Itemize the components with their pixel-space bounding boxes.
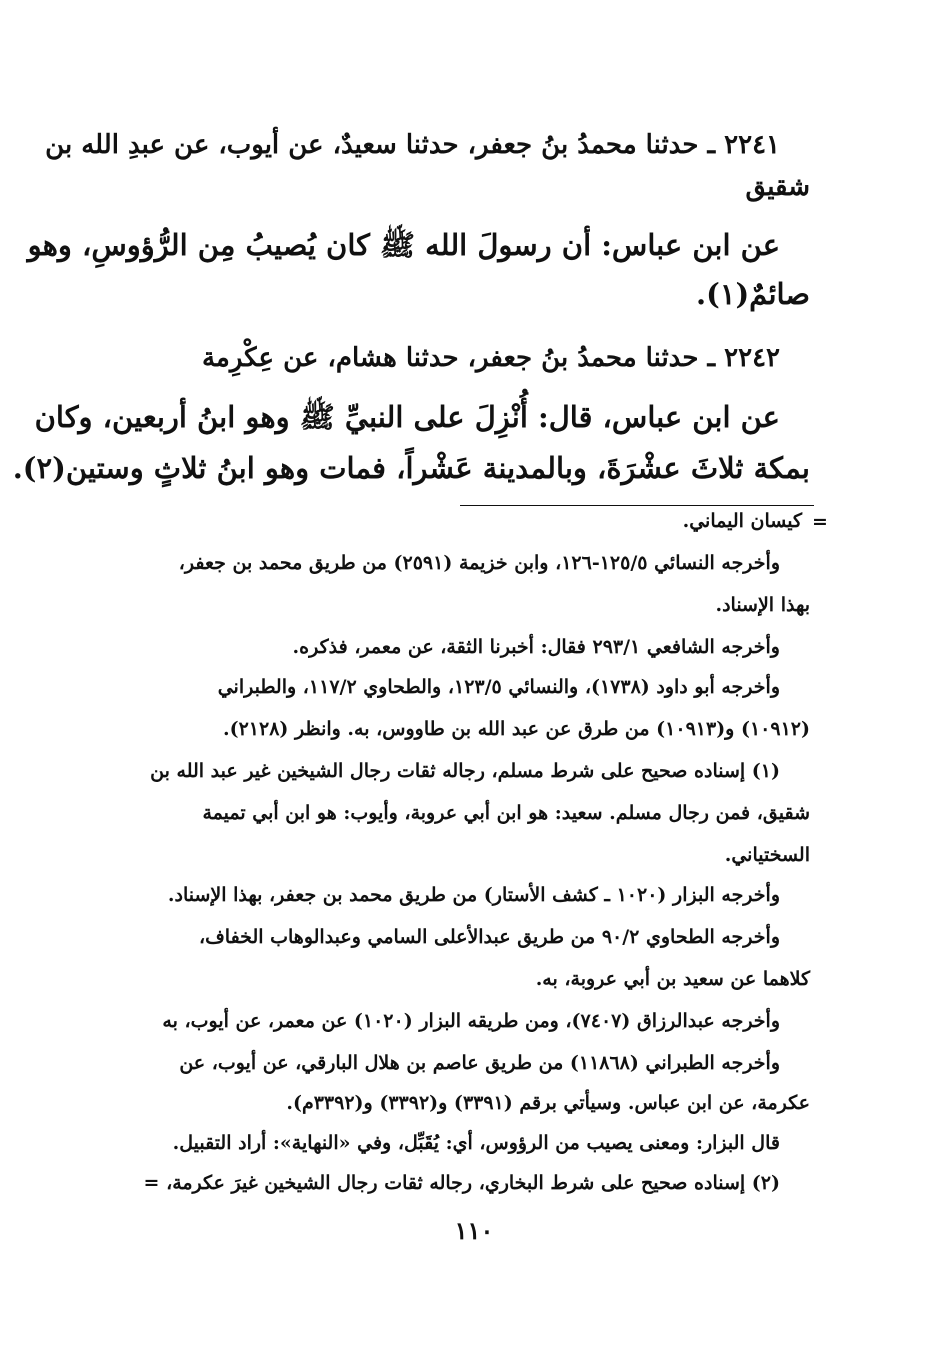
footnote-line: شقيق، فمن رجال مسلم. سعيد: هو ابن أبي عروبة، وأيوب: هو ابن أبي تميمة	[202, 802, 810, 824]
hadith-2242-text-line-2: بمكة ثلاثَ عشْرَةَ، وبالمدينة عَشْراً، فمات وهو ابنُ ثلاثٍ وستين(٢).	[12, 451, 810, 485]
footnote-line: وأخرجه الطحاوي ٩٠/٢ من طريق عبدالأعلى السامي وعبدالوهاب الخفاف،	[198, 926, 780, 948]
footnote-line: وأخرجه النسائي ١٢٥/٥-١٢٦، وابن خزيمة (٢٥٩١) من طريق محمد بن جعفر،	[178, 552, 780, 574]
footnote-line: (٢) إسناده صحيح على شرط البخاري، رجاله ثقات رجال الشيخين غيرَ عكرمة، =	[143, 1172, 780, 1194]
page-number: ١١٠	[454, 1216, 494, 1245]
hadith-2241-chain-line-2: شقيق	[745, 172, 810, 202]
footnote-line: كيسان اليماني.	[682, 510, 802, 532]
footnote-line: (١٠٩١٢) و(١٠٩١٣) من طرق عن عبد الله بن طاووس، به. وانظر (٢١٢٨).	[222, 718, 810, 740]
footnote-line: كلاهما عن سعيد بن أبي عروبة، به.	[535, 968, 810, 990]
hadith-2241-text-line-2: صائمٌ(١).	[696, 277, 810, 311]
hadith-2241-chain-line-1: ٢٢٤١ ـ حدثنا محمدُ بنُ جعفر، حدثنا سعيدٌ، عن أيوب، عن عبدِ الله بن	[45, 130, 780, 160]
hadith-2241-text-line-1: عن ابن عباس: أن رسولَ الله ﷺ كان يُصيبُ مِن الرُّؤوسِ، وهو	[27, 228, 780, 262]
footnote-line: السختياني.	[724, 844, 810, 866]
footnote-line: وأخرجه الشافعي ٢٩٣/١ فقال: أخبرنا الثقة، عن معمر، فذكره.	[292, 636, 780, 658]
footnote-line: بهذا الإسناد.	[715, 594, 810, 616]
footnote-continuation-mark: =	[812, 511, 828, 533]
hadith-2242-text-line-1: عن ابن عباس، قال: أُنْزِلَ على النبيِّ ﷺ وهو ابنُ أربعين، وكان	[34, 400, 780, 434]
footnote-line: (١) إسناده صحيح على شرط مسلم، رجاله ثقات رجال الشيخين غير عبد الله بن	[150, 760, 780, 782]
footnote-line: وأخرجه أبو داود (١٧٣٨)، والنسائي ١٢٣/٥، والطحاوي ١١٧/٢، والطبراني	[217, 676, 780, 698]
footnote-line: وأخرجه الطبراني (١١٨٦٨) من طريق عاصم بن هلال البارقي، عن أيوب، عن	[179, 1052, 780, 1074]
footnote-line: وأخرجه عبدالرزاق (٧٤٠٧)، ومن طريقه البزار (١٠٢٠) عن معمر، عن أيوب، به	[162, 1010, 780, 1032]
footnote-line: قال البزار: ومعنى يصيب من الرؤوس، أي: يُقَبِّل، وفي «النهاية»: أراد التقبيل.	[172, 1132, 780, 1154]
footnote-line: وأخرجه البزار (١٠٢٠ ـ كشف الأستار) من طريق محمد بن جعفر، بهذا الإسناد.	[167, 884, 780, 906]
footnote-line: عكرمة، عن ابن عباس. وسيأتي برقم (٣٣٩١) و(٣٣٩٢) و(٣٣٩٢م).	[286, 1092, 810, 1114]
hadith-2242-chain-line: ٢٢٤٢ ـ حدثنا محمدُ بنُ جعفر، حدثنا هشام، عن عِكْرِمة	[201, 343, 780, 373]
